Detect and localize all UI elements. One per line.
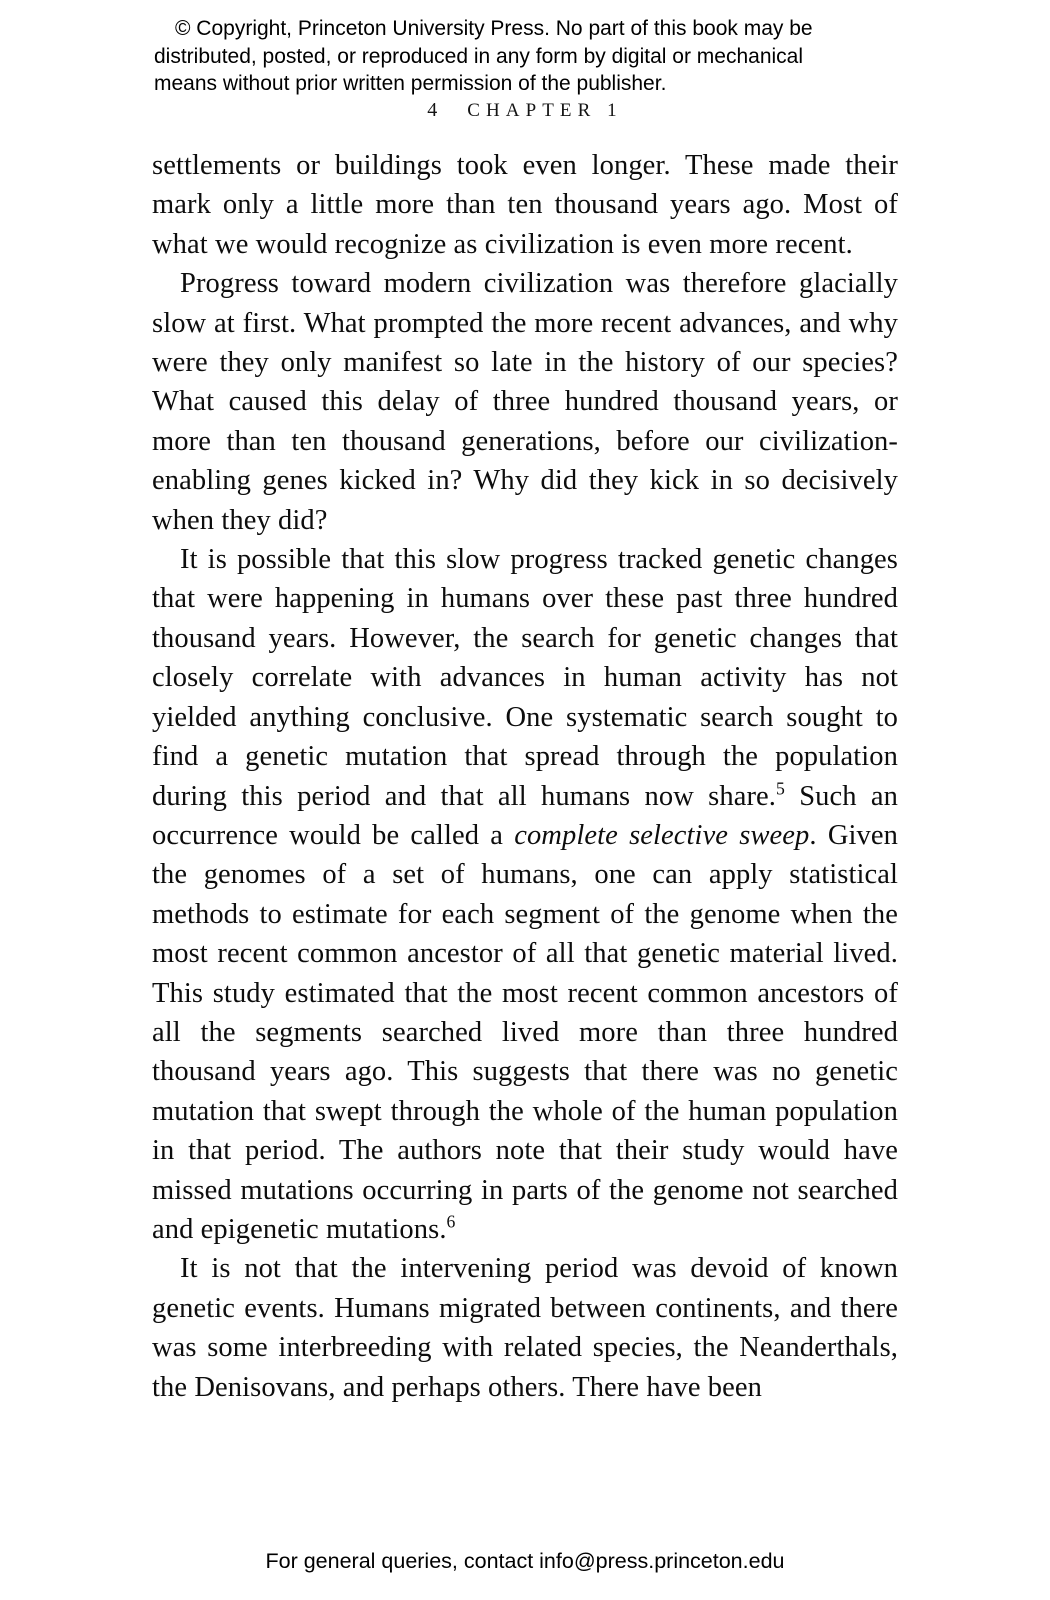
copyright-line-3: means without prior written permission of the publisher. xyxy=(154,72,667,95)
text-run: settlements or buildings took even longer. These made their mark only a little more than ten thousand years ago. Most of what we would recognize as civilization is even more recent. xyxy=(152,150,898,260)
body-text xyxy=(152,146,898,1407)
italic-term: complete selective sweep xyxy=(514,819,810,851)
paragraph xyxy=(152,264,898,540)
text-run: Progress toward modern civilization was therefore glacially slow at first. What prompted the more recent advances, and why were they only manifest so late in the history of our species? What caused this delay of three hundred thousand years, or more than ten thousand generations, before our civilization-enabling genes kicked in? Why did they kick in so decisively when they did? xyxy=(152,268,898,536)
footnote-reference: 5 xyxy=(776,778,785,798)
text-run: Such an occurrence would be called a xyxy=(152,780,898,851)
footnote-reference: 6 xyxy=(446,1211,456,1232)
copyright-notice xyxy=(154,15,894,98)
copyright-line-1: © Copyright, Princeton University Press. No part of this book may be xyxy=(175,17,813,40)
footer-query-note: For general queries, contact info@press.princeton.edu xyxy=(265,1549,785,1573)
text-run: It is not that the intervening period was devoid of known genetic events. Humans migrated between continents, and there was some interbreeding with related species, the Neanderthals, the Denisovans, and perhaps others. There have been xyxy=(152,1253,898,1403)
text-run: . Given the genomes of a set of humans, one can apply statistical methods to estimate for each segment of the genome when the most recent common ancestor of all that genetic material lived. This study estimated that the most recent common ancestors of all the segments searched lived more than three hundred thousand years ago. This suggests that there was no genetic mutation that swept through the whole of the human population in that period. The authors note that their study would have missed mutations occurring in parts of the genome not searched and epigenetic mutations. xyxy=(152,819,898,1245)
copyright-line-2: distributed, posted, or reproduced in any form by digital or mechanical xyxy=(154,44,804,68)
paragraph xyxy=(152,1249,898,1407)
chapter-label: CHAPTER 1 xyxy=(467,100,623,121)
running-head xyxy=(0,99,1050,122)
text-run: It is possible that this slow progress tracked genetic changes that were happening in humans over these past three hundred thousand years. However, the search for genetic changes that closely correlate with advances in human activity has not yielded anything conclusive. One systematic search sought to find a genetic mutation that spread through the population during this period and that all humans now share. xyxy=(152,544,898,812)
page-number: 4 xyxy=(427,99,438,121)
paragraph xyxy=(152,540,898,1249)
paragraph xyxy=(152,146,898,264)
